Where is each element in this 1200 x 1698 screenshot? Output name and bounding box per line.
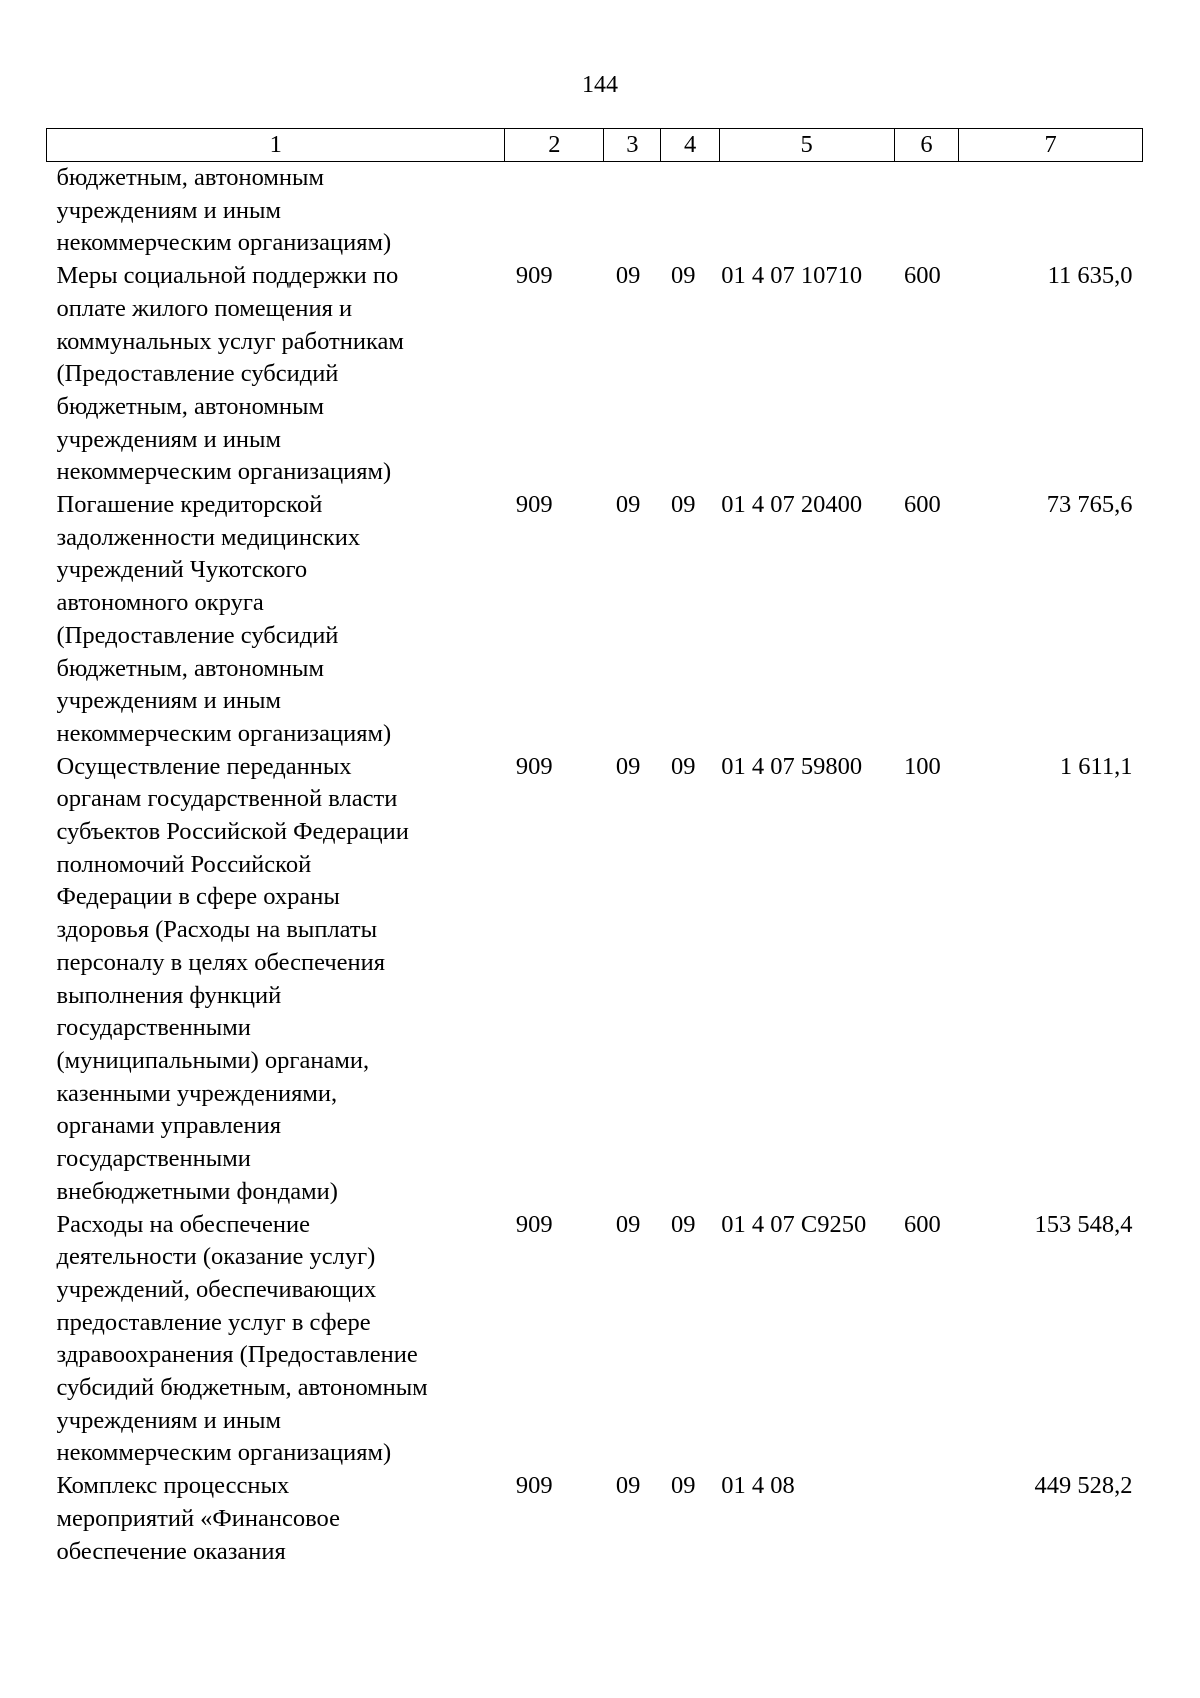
description-line: мероприятий «Финансовое xyxy=(56,1504,340,1532)
section-code: 09 xyxy=(615,491,641,519)
expense-type-code: 600 xyxy=(904,1210,941,1238)
table-row xyxy=(47,1209,1143,1471)
description-line: государственными xyxy=(56,1145,251,1173)
subsection-code xyxy=(661,162,719,261)
expense-type-code: 600 xyxy=(904,491,941,519)
amount: 11 635,0 xyxy=(1047,262,1133,290)
description-line: учреждений Чукотского xyxy=(56,556,308,584)
target-article-code: 01 4 07 10710 xyxy=(721,262,863,290)
target-article-code: 01 4 07 20400 xyxy=(721,491,863,519)
description-line: здоровья (Расходы на выплаты xyxy=(56,916,378,944)
table-body xyxy=(47,162,1143,1569)
description-line: субсидий бюджетным, автономным xyxy=(56,1374,428,1402)
column-header-7: 7 xyxy=(959,129,1143,162)
description-line: Расходы на обеспечение xyxy=(56,1210,310,1238)
description-line: деятельности (оказание услуг) xyxy=(56,1243,376,1271)
description-line: некоммерческим организациям) xyxy=(56,719,392,747)
description-line: Комплекс процессных xyxy=(56,1472,290,1500)
target-article-code xyxy=(719,162,894,261)
description-line: учреждениям и иным xyxy=(56,687,282,715)
description-line: субъектов Российской Федерации xyxy=(56,818,409,846)
section-code: 09 xyxy=(615,262,641,290)
description-line: задолженности медицинских xyxy=(56,523,361,551)
row-description xyxy=(47,260,505,489)
description-line: внебюджетными фондами) xyxy=(56,1177,338,1205)
description-line: бюджетным, автономным xyxy=(56,654,324,682)
amount: 1 611,1 xyxy=(1059,752,1133,780)
amount xyxy=(959,162,1143,261)
description-line: выполнения функций xyxy=(56,981,282,1009)
description-line: казенными учреждениями, xyxy=(56,1079,338,1107)
column-header-3: 3 xyxy=(604,129,661,162)
section-code: 09 xyxy=(615,1210,641,1238)
ministry-code: 909 xyxy=(515,262,553,290)
description-line: автономного округа xyxy=(56,589,264,617)
description-line: оплате жилого помещения и xyxy=(56,294,353,322)
description-line: органами управления xyxy=(56,1112,281,1140)
description-line: полномочий Российской xyxy=(56,850,312,878)
table-row xyxy=(47,489,1143,751)
amount: 449 528,2 xyxy=(1034,1472,1133,1500)
description-line: коммунальных услуг работникам xyxy=(56,327,404,355)
description-line: (Предоставление субсидий xyxy=(56,621,339,649)
description-line: некоммерческим организациям) xyxy=(56,1439,392,1467)
section-code: 09 xyxy=(615,752,641,780)
subsection-code: 09 xyxy=(670,1472,696,1500)
description-line: некоммерческим организациям) xyxy=(56,458,392,486)
description-line: Осуществление переданных xyxy=(56,752,352,780)
column-header-4: 4 xyxy=(661,129,719,162)
column-header-6: 6 xyxy=(894,129,959,162)
amount: 153 548,4 xyxy=(1034,1210,1133,1238)
ministry-code: 909 xyxy=(515,491,553,519)
description-line: персоналу в целях обеспечения xyxy=(56,948,386,976)
description-line: здравоохранения (Предоставление xyxy=(56,1341,418,1369)
description-line: (муниципальными) органами, xyxy=(56,1046,370,1074)
expense-type-code xyxy=(894,162,959,261)
ministry-code: 909 xyxy=(515,752,553,780)
description-line: Погашение кредиторской xyxy=(56,491,323,519)
target-article-code: 01 4 08 xyxy=(721,1472,795,1500)
budget-table xyxy=(46,128,1143,1568)
description-line: предоставление услуг в сфере xyxy=(56,1308,371,1336)
column-header-2: 2 xyxy=(505,129,604,162)
column-header-5: 5 xyxy=(719,129,894,162)
row-description xyxy=(47,1209,505,1471)
description-line: Меры социальной поддержки по xyxy=(56,262,399,290)
row-description xyxy=(47,162,505,261)
amount: 73 765,6 xyxy=(1046,491,1133,519)
row-description xyxy=(47,489,505,751)
subsection-code: 09 xyxy=(670,491,696,519)
description-line: учреждений, обеспечивающих xyxy=(56,1275,377,1303)
description-line: Федерации в сфере охраны xyxy=(56,883,340,911)
target-article-code: 01 4 07 С9250 xyxy=(721,1210,867,1238)
description-line: (Предоставление субсидий xyxy=(56,360,339,388)
column-header-1: 1 xyxy=(47,129,505,162)
expense-type-code xyxy=(894,1470,959,1568)
expense-type-code: 100 xyxy=(904,752,941,780)
description-line: некоммерческим организациям) xyxy=(56,229,392,257)
description-line: бюджетным, автономным xyxy=(56,164,324,191)
target-article-code: 01 4 07 59800 xyxy=(721,752,863,780)
ministry-code: 909 xyxy=(515,1472,553,1500)
row-description xyxy=(47,751,505,1209)
table-header-row xyxy=(47,129,1143,162)
page-number: 144 xyxy=(582,72,618,98)
description-line: органам государственной власти xyxy=(56,785,398,813)
table-row xyxy=(47,751,1143,1209)
description-line: государственными xyxy=(56,1014,251,1042)
ministry-code xyxy=(505,162,604,261)
section-code xyxy=(604,162,661,261)
subsection-code: 09 xyxy=(670,262,696,290)
ministry-code: 909 xyxy=(515,1210,553,1238)
description-line: учреждениям и иным xyxy=(56,196,282,224)
description-line: обеспечение оказания xyxy=(56,1537,286,1565)
expense-type-code: 600 xyxy=(904,262,941,290)
description-line: учреждениям и иным xyxy=(56,425,282,453)
subsection-code: 09 xyxy=(670,752,696,780)
description-line: учреждениям и иным xyxy=(56,1406,282,1434)
row-description xyxy=(47,1470,505,1568)
section-code: 09 xyxy=(615,1472,641,1500)
table-row xyxy=(47,260,1143,489)
subsection-code: 09 xyxy=(670,1210,696,1238)
table-row xyxy=(47,162,1143,261)
table-row xyxy=(47,1470,1143,1568)
description-line: бюджетным, автономным xyxy=(56,392,324,420)
